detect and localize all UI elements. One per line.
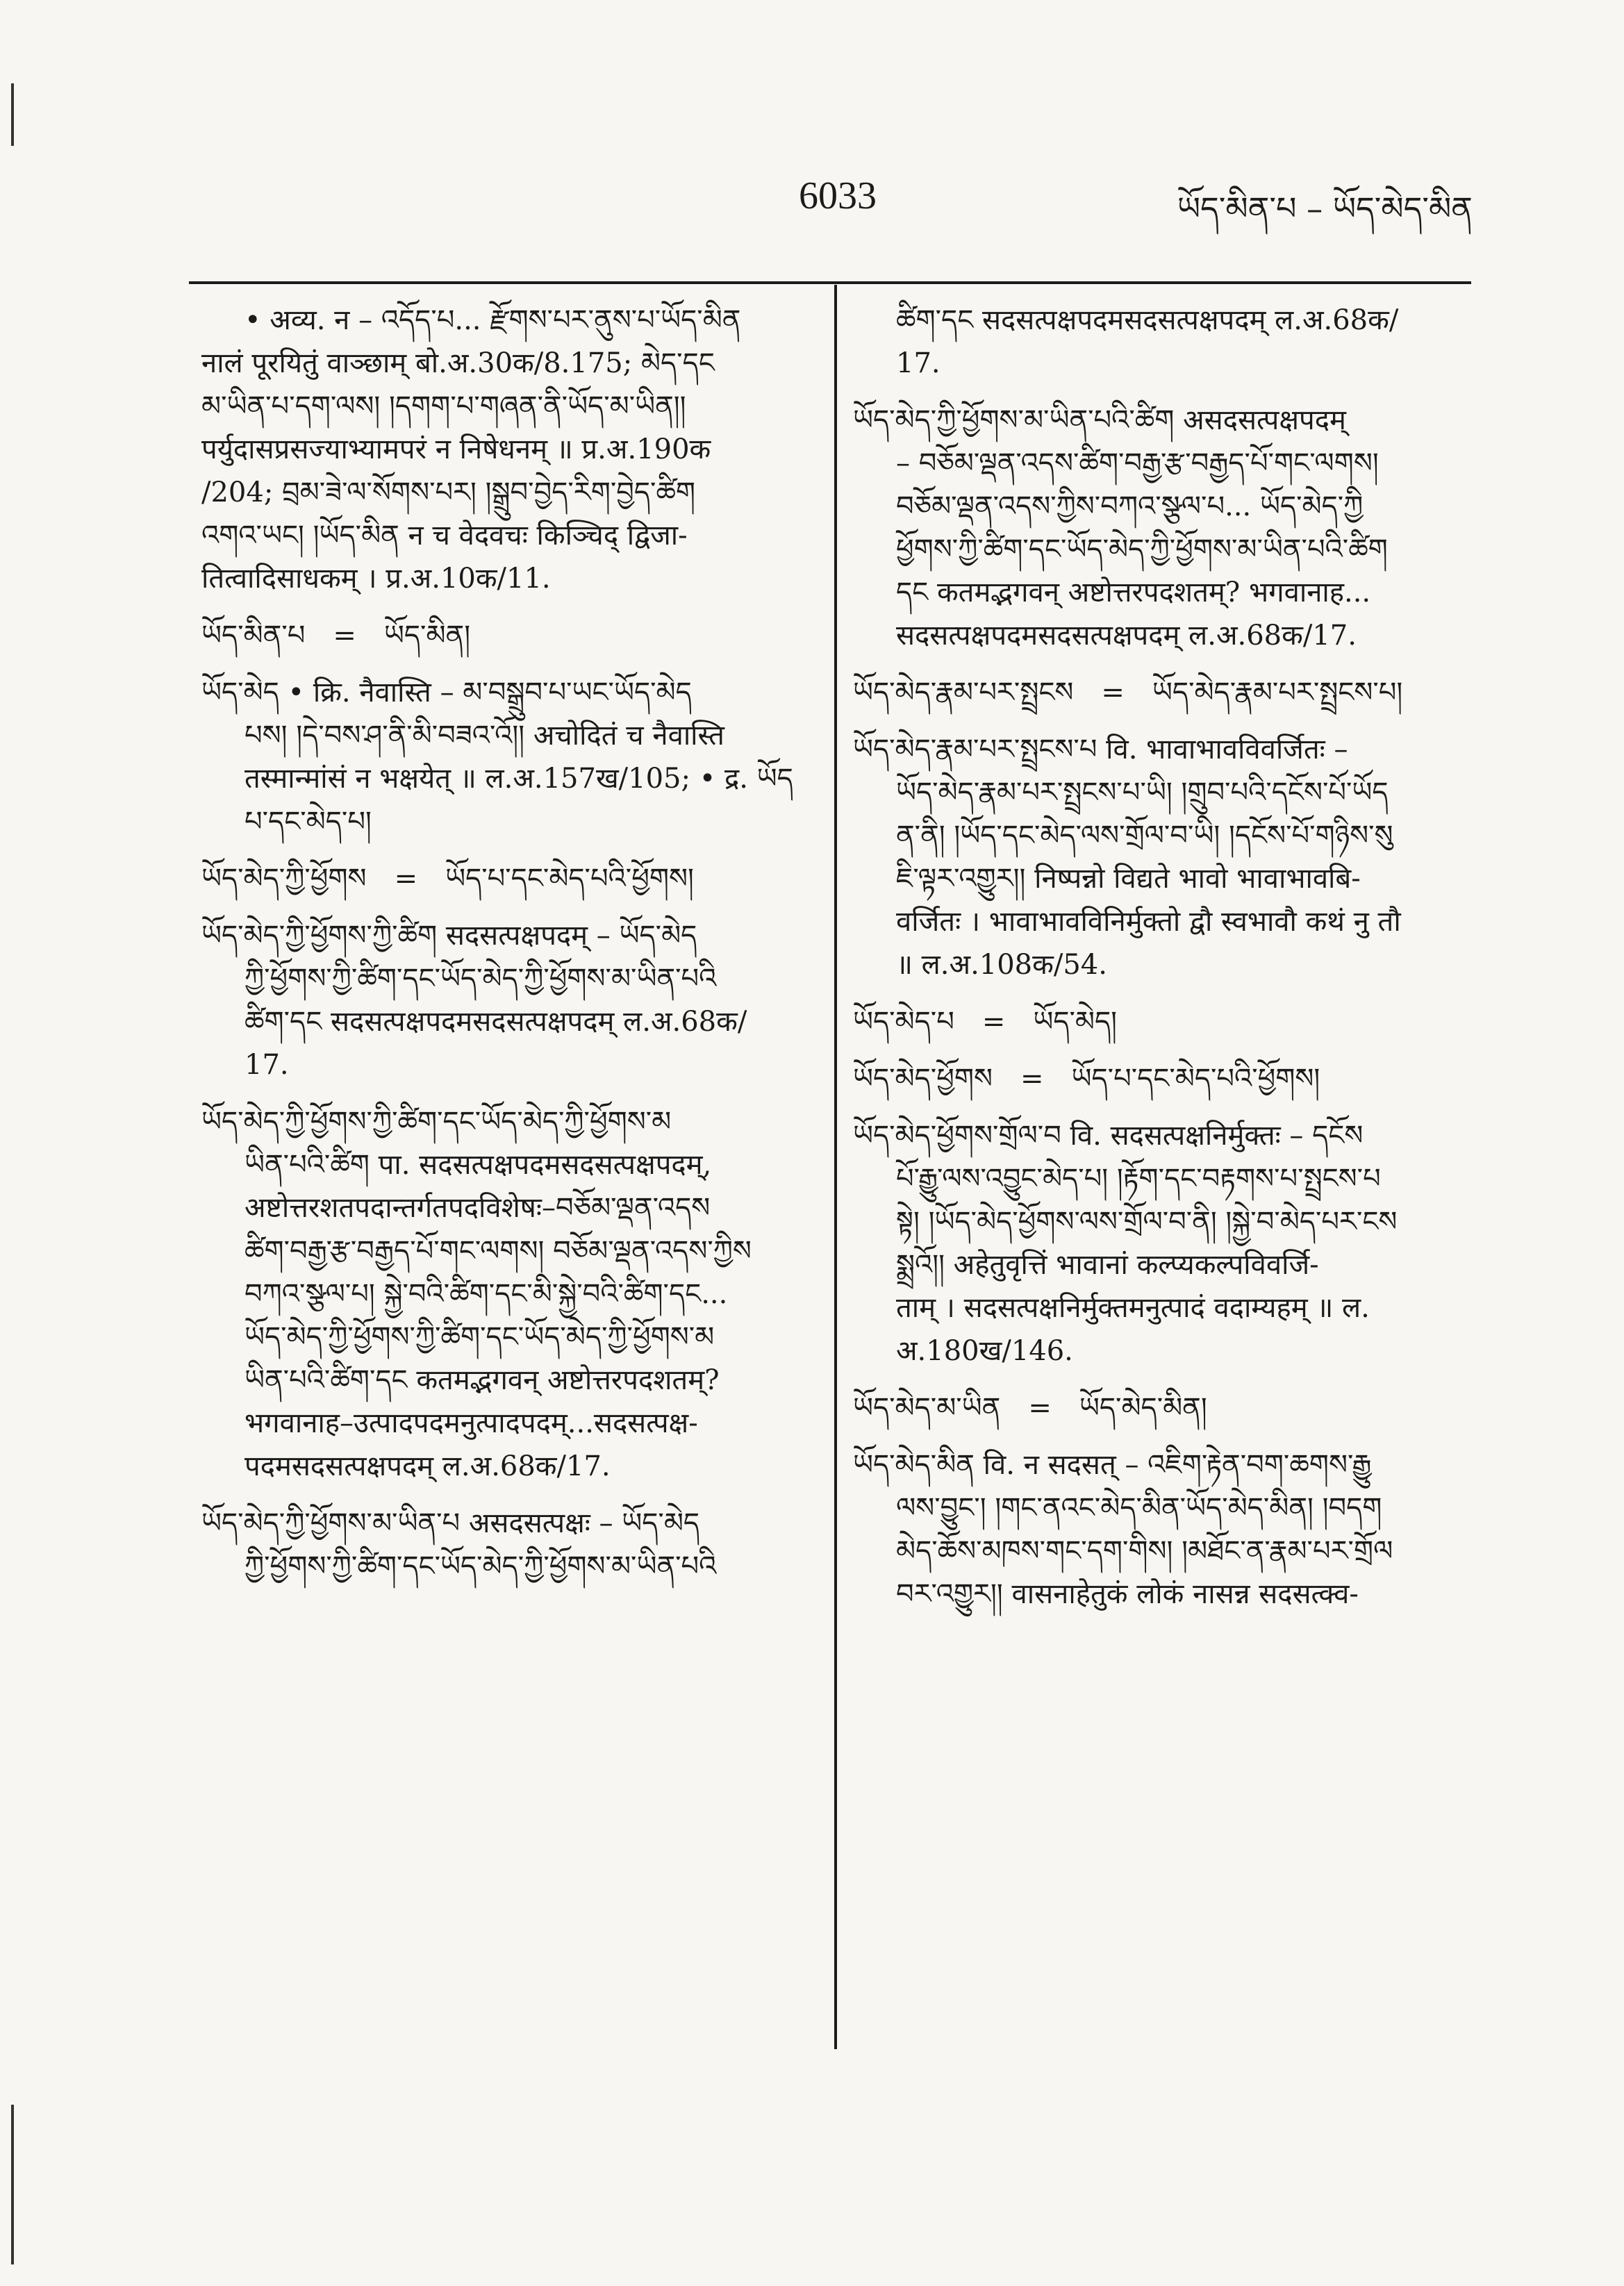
running-head: ཡོད་མིན་པ – ཡོད་མེད་མིན (1177, 190, 1473, 227)
headword: ཡོད་མེད་རྣམ་པར་སྤྲངས (853, 677, 1074, 709)
reference-target: ཡོད་པ་དང་མེད་པའི་ཕྱོགས། (1071, 1063, 1320, 1095)
entry-line: ཀྱི་ཕྱོགས་ཀྱི་ཚིག་དང་ཡོད་མེད་ཀྱི་ཕྱོགས་མ་ཡིན་པའི (245, 963, 717, 995)
entry-line: ताम् । सदसत्पक्षनिर्मुक्तमनुत्पादं वदाम्यहम् ॥ ल. (896, 1292, 1370, 1324)
entry-line: ཀྱི་ཕྱོགས་ཀྱི་ཚིག་དང་ཡོད་མེད་ཀྱི་ཕྱོགས་མ་ཡིན་པའི (245, 1550, 717, 1582)
headword: ཡོད་མེད་ཀྱི་ཕྱོགས (201, 863, 367, 895)
entry-line: ཡིན་པའི་ཚིག पा. सदसत्पक्षपदमसदसत्पक्षपदम्, (245, 1149, 712, 1181)
entry-line: ཡོད་མེད • क्रि. नैवास्ति – མ་བསྒྲུབ་པ་ཡང་ཡོད་མེད (201, 677, 692, 709)
entry-line: ཡོད་མེད་ཀྱི་ཕྱོགས་ཀྱི་ཚིག सदसत्पक्षपदम् – ཡོད་མེད (201, 920, 697, 952)
equals-sign: = (1101, 677, 1125, 709)
entry-line: 17. (245, 1049, 289, 1081)
reference-target: ཡོད་མིན། (383, 620, 471, 652)
dictionary-entry (853, 728, 1468, 986)
dictionary-entry (201, 914, 813, 1086)
entry-line: • अव्य. न – འདོད་པ... རྫོགས་པར་ནུས་པ་ཡོད་མིན (245, 304, 741, 336)
entry-line: ཡོད་མེད་རྣམ་པར་སྤྲངས་པ वि. भावाभावविवर्जितः – (853, 734, 1348, 765)
headword: ཡོད་མིན་པ (201, 620, 306, 652)
entry-line: ཡོད་མེད་མིན वि. न सदसत् – འཇིག་རྟེན་བག་ཆགས་རྒྱུ (853, 1449, 1372, 1481)
entry-line: ཡོད་མེད་ཕྱོགས་གྲོལ་བ वि. सदसत्पक्षनिर्मुक्तः – དངོས (853, 1120, 1364, 1152)
entry-line: པས། །དེ་བས་ཤ་ནི་མི་བཟའ་འོ།། अचोदितं च नैवास्ति (245, 720, 724, 752)
entry-line: तस्मान्मांसं न भक्षयेत् ॥ ल.अ.157ख/105; • द्र. ཡོད (245, 763, 793, 795)
entry-line: ཡོད་མེད་རྣམ་པར་སྤྲངས་པ་ཡི། །གྲུབ་པའི་དངོས་པོ་ཡོད (896, 777, 1389, 809)
entry-line: ཚིག་དང सदसत्पक्षपदमसदसत्पक्षपदम् ल.अ.68क/ (896, 304, 1399, 336)
cross-reference-entry (853, 671, 1468, 714)
entry-line: 17. (896, 347, 941, 379)
dictionary-entry (201, 1502, 813, 1588)
column-divider (834, 285, 837, 2049)
equals-sign: = (1020, 1063, 1044, 1095)
headword: ཡོད་མེད་པ (853, 1006, 954, 1038)
dictionary-entry (853, 1443, 1468, 1616)
entry-line: पदमसदसत्पक्षपदम् ल.अ.68क/17. (245, 1450, 611, 1482)
headword: ཡོད་མེད་ཕྱོགས (853, 1063, 993, 1095)
entry-line: ཡོད་མེད་ཀྱི་ཕྱོགས་མ་ཡིན་པའི་ཚིག असदसत्पक्षपदम् (853, 404, 1346, 436)
entry-line: འགའ་ཡང། །ཡོད་མིན न च वेदवचः किञ्चिद् द्विजा- (201, 520, 688, 552)
equals-sign: = (1028, 1392, 1052, 1424)
cross-reference-entry (853, 1386, 1468, 1430)
entry-line: པོ་རྒྱུ་ལས་འབྱུང་མེད་པ། །རྟོག་དང་བརྟགས་པ་སྤྲངས་པ (896, 1163, 1381, 1195)
entry-line: /204; བྲམ་ཟེ་ལ་སོགས་པར། །སྒྲུབ་བྱེད་རིག་བྱེད་ཚིག (201, 477, 696, 508)
entry-line: ཚིག་བརྒྱ་རྩ་བརྒྱད་པོ་གང་ལགས། བཅོམ་ལྡན་འདས་ཀྱིས (245, 1235, 752, 1267)
entry-line: ཡིན་པའི་ཚིག་དང कतमद्भगवन् अष्टोत्तरपदशतम्? (245, 1364, 720, 1396)
entry-line: ཡོད་མེད་ཀྱི་ཕྱོགས་ཀྱི་ཚིག་དང་ཡོད་མེད་ཀྱི་ཕྱོགས་མ (245, 1321, 715, 1353)
entry-line: अ.180ख/146. (896, 1335, 1073, 1367)
cross-reference-entry (853, 1057, 1468, 1100)
right-column (853, 299, 1468, 1630)
header-rule (189, 281, 1471, 284)
cross-reference-entry (201, 857, 813, 900)
equals-sign: = (333, 620, 356, 652)
entry-line: མ་ཡིན་པ་དག་ལས། །དགག་པ་གཞན་ནི་ཡོད་མ་ཡིན།། (201, 390, 686, 422)
entry-line: སྟེ། །ཡོད་མེད་ཕྱོགས་ལས་གྲོལ་བ་ནི། །སྐྱེ་བ་མེད་པར་ངས (896, 1206, 1398, 1238)
dictionary-entry (853, 399, 1468, 657)
margin-mark (11, 83, 14, 146)
entry-line: ॥ ल.अ.108क/54. (896, 949, 1107, 981)
entry-line: – བཅོམ་ལྡན་འདས་ཚིག་བརྒྱ་རྩ་བརྒྱད་པོ་གང་ལགས། (896, 447, 1379, 479)
entry-line: བཅོམ་ལྡན་འདས་ཀྱིས་བཀའ་སྩལ་པ... ཡོད་མེད་ཀྱི (896, 490, 1364, 522)
equals-sign: = (394, 863, 418, 895)
entry-line: भगवानाह–उत्पादपदमनुत्पादपदम्...सदसत्पक्ष- (245, 1407, 698, 1439)
dictionary-entry (201, 671, 813, 843)
dictionary-entry (853, 299, 1468, 385)
entry-line: བར་འགྱུར།། वासनाहेतुकं लोकं नासन्न सदसत्क्व- (896, 1578, 1359, 1610)
cross-reference-entry (853, 1000, 1468, 1043)
entry-line: सदसत्पक्षपदमसदसत्पक्षपदम् ल.अ.68क/17. (896, 620, 1357, 652)
entry-line: अष्टोत्तरशतपदान्तर्गतपदविशेषः–བཅོམ་ལྡན་འདས (245, 1192, 711, 1224)
entry-line: ལས་བྱུང་། །གང་ནའང་མེད་མིན་ཡོད་མེད་མིན། །བདག (896, 1492, 1382, 1524)
equals-sign: = (981, 1006, 1006, 1038)
reference-target: ཡོད་མེད། (1033, 1006, 1118, 1038)
left-column (201, 299, 813, 1602)
entry-line: ཡོད་མེད་ཀྱི་ཕྱོགས་ཀྱི་ཚིག་དང་ཡོད་མེད་ཀྱི་ཕྱོགས་མ (201, 1106, 672, 1138)
entry-line: वर्जितः । भावाभावविनिर्मुक्तो द्वौ स्वभावौ कथं नु तौ (896, 906, 1401, 938)
dictionary-entry (201, 1100, 813, 1488)
entry-line: མེད་ཆོས་མཁས་གང་དག་གིས། །མཐོང་ན་རྣམ་པར་གྲོལ (896, 1535, 1393, 1567)
reference-target: ཡོད་མེད་མིན། (1079, 1392, 1207, 1424)
entry-line: नालं पूरयितुं वाञ्छाम् बो.अ.30क/8.175; མེད་དང (201, 347, 715, 379)
entry-line: ཕྱོགས་ཀྱི་ཚིག་དང་ཡོད་མེད་ཀྱི་ཕྱོགས་མ་ཡིན་པའི་ཚིག (896, 533, 1388, 565)
page-number: 6033 (799, 174, 877, 217)
reference-target: ཡོད་པ་དང་མེད་པའི་ཕྱོགས། (445, 863, 694, 895)
dictionary-entry (201, 299, 813, 600)
entry-line: སྨྲའོ།། अहेतुवृत्तिं भावानां कल्प्यकल्पविवर्जि- (896, 1249, 1319, 1281)
entry-line: ཚིག་དང सदसत्पक्षपदमसदसत्पक्षपदम् ल.अ.68क/ (245, 1006, 747, 1038)
entry-line: པ་དང་མེད་པ། (245, 806, 372, 838)
entry-line: བཀའ་སྩལ་པ། སྐྱེ་བའི་ཚིག་དང་མི་སྐྱེ་བའི་ཚིག་དང... (245, 1278, 728, 1310)
entry-line: ན་ནི། །ཡོད་དང་མེད་ལས་གྲོལ་བ་ཡི། །དངོས་པོ་གཉིས་སུ (896, 820, 1393, 852)
entry-line: དང कतमद्भगवन् अष्टोत्तरपदशतम्? भगवानाह... (896, 577, 1371, 608)
entry-line: पर्युदासप्रसज्याभ्यामपरं न निषेधनम् ॥ प्र.अ.190क (201, 433, 711, 465)
entry-line: ཡོད་མེད་ཀྱི་ཕྱོགས་མ་ཡིན་པ असदसत्पक्षः – ཡོད་མེད (201, 1507, 700, 1539)
dictionary-entry (853, 1114, 1468, 1373)
cross-reference-entry (201, 614, 813, 657)
margin-mark (11, 2105, 14, 2264)
entry-line: तित्वादिसाधकम् । प्र.अ.10क/11. (201, 563, 551, 595)
headword: ཡོད་མེད་མ་ཡིན (853, 1392, 1001, 1424)
reference-target: ཡོད་མེད་རྣམ་པར་སྤྲངས་པ། (1152, 677, 1403, 709)
entry-line: ཇི་ལྟར་འགྱུར།། निष्पन्नो विद्यते भावो भावाभावबि- (896, 863, 1361, 895)
